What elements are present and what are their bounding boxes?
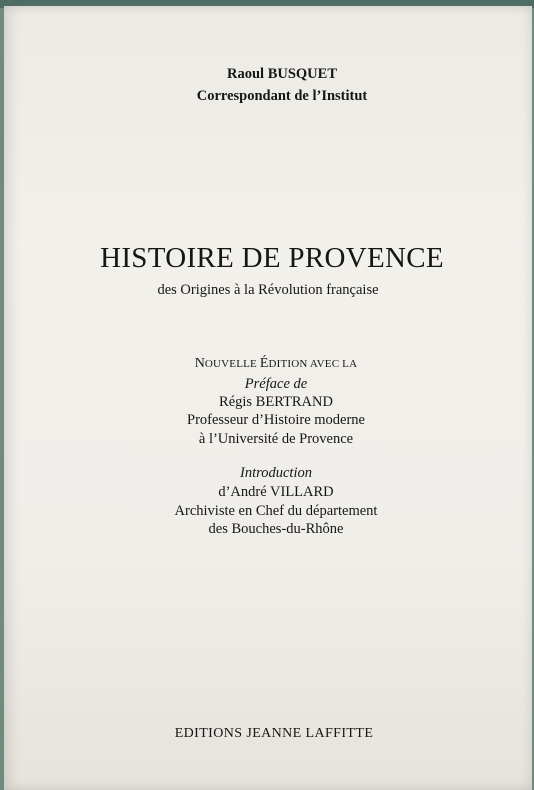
book-title: HISTOIRE DE PROVENCE <box>100 242 444 274</box>
edition-initial-n: N <box>194 356 205 371</box>
edition-text-part1: OUVELLE <box>204 358 260 370</box>
author-affiliation: Correspondant de l’Institut <box>196 88 368 104</box>
introduction-author-role: Archiviste en Chef du département <box>174 503 378 519</box>
edition-text-part2: DITION AVEC LA <box>268 358 358 370</box>
author-name: Raoul BUSQUET <box>227 66 337 82</box>
edition-initial-e: É <box>259 356 269 371</box>
preface-author-institution: à l’Université de Provence <box>198 431 354 447</box>
preface-author-role: Professeur d’Histoire moderne <box>187 412 365 428</box>
introduction-author-department: des Bouches-du-Rhône <box>208 521 344 537</box>
introduction-author: d’André VILLARD <box>218 484 334 500</box>
preface-author: Régis BERTRAND <box>219 394 333 410</box>
title-page <box>4 6 532 790</box>
preface-label: Préface de <box>244 376 308 392</box>
introduction-label: Introduction <box>240 465 312 481</box>
edition-note <box>12 356 534 372</box>
publisher-name: EDITIONS JEANNE LAFFITTE <box>174 726 374 741</box>
book-subtitle: des Origines à la Révolution française <box>157 282 379 298</box>
